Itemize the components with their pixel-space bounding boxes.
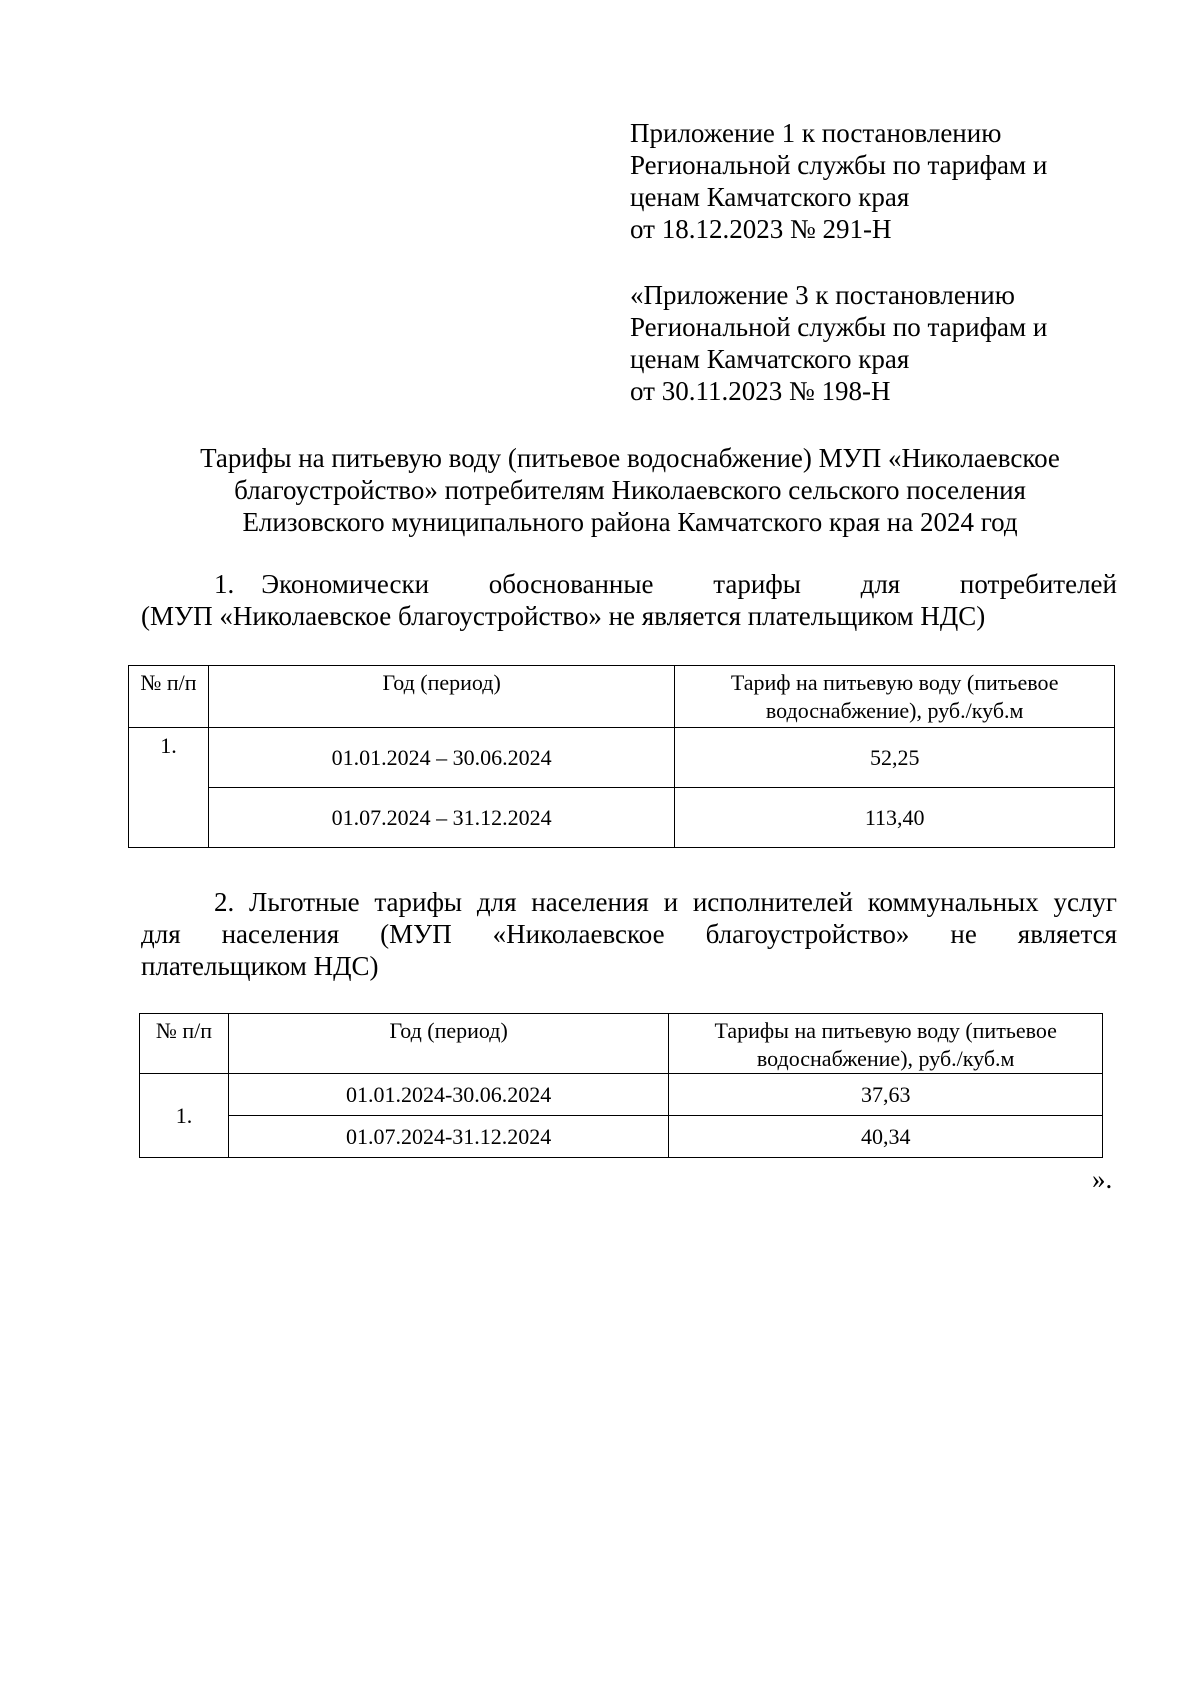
appendix-1-line: ценам Камчатского края xyxy=(630,182,910,212)
appendix-3-line: Региональной службы по тарифам и xyxy=(630,312,1048,342)
section-1-line: 1. Экономически обоснованные тарифы для потребителей xyxy=(214,569,1117,599)
tariff-cell: 113,40 xyxy=(675,788,1115,848)
appendix-3-line: от 30.11.2023 № 198-Н xyxy=(630,376,891,406)
tariff-table-1 xyxy=(128,665,1115,848)
appendix-1-line: Приложение 1 к постановлению xyxy=(630,118,1002,148)
tariff-table-2 xyxy=(139,1013,1103,1158)
section-1-line: (МУП «Николаевское благоустройство» не является плательщиком НДС) xyxy=(141,601,986,631)
appendix-3-line: ценам Камчатского края xyxy=(630,344,910,374)
section-1-heading xyxy=(141,568,1117,632)
row-number: 1. xyxy=(129,728,209,848)
header-number: № п/п xyxy=(140,1014,229,1074)
header-number: № п/п xyxy=(129,666,209,728)
section-2-line: 2. Льготные тарифы для населения и исполнителей коммунальных услуг xyxy=(214,887,1117,917)
section-2-line: для населения (МУП «Николаевское благоустройство» не является xyxy=(141,919,1117,949)
appendix-3-line: «Приложение 3 к постановлению xyxy=(630,280,1015,310)
title-line: благоустройство» потребителям Николаевского сельского поселения xyxy=(234,475,1026,505)
table-header-row xyxy=(129,666,1115,728)
table-header-row xyxy=(140,1014,1103,1074)
period-cell: 01.01.2024 – 30.06.2024 xyxy=(208,728,674,788)
period-cell: 01.07.2024 – 31.12.2024 xyxy=(208,788,674,848)
title-line: Елизовского муниципального района Камчатского края на 2024 год xyxy=(242,507,1018,537)
appendix-1-line: от 18.12.2023 № 291-Н xyxy=(630,214,892,244)
table-row xyxy=(129,788,1115,848)
header-period: Год (период) xyxy=(228,1014,669,1074)
period-cell: 01.01.2024-30.06.2024 xyxy=(228,1074,669,1116)
table-row xyxy=(140,1074,1103,1116)
appendix-1-header xyxy=(630,117,1150,245)
table-row xyxy=(140,1116,1103,1158)
section-2-line: плательщиком НДС) xyxy=(141,951,379,981)
period-cell: 01.07.2024-31.12.2024 xyxy=(228,1116,669,1158)
table-row xyxy=(129,728,1115,788)
title-line: Тарифы на питьевую воду (питьевое водоснабжение) МУП «Николаевское xyxy=(200,443,1060,473)
appendix-3-header xyxy=(630,279,1150,407)
header-tariff: Тарифы на питьевую воду (питьевое водоснабжение), руб./куб.м xyxy=(669,1014,1103,1074)
section-2-heading xyxy=(141,886,1117,982)
tariff-cell: 52,25 xyxy=(675,728,1115,788)
tariff-cell: 37,63 xyxy=(669,1074,1103,1116)
document-title xyxy=(130,442,1130,538)
closing-quote-mark: ». xyxy=(1092,1164,1113,1194)
row-number: 1. xyxy=(140,1074,229,1158)
tariff-cell: 40,34 xyxy=(669,1116,1103,1158)
header-tariff: Тариф на питьевую воду (питьевое водоснабжение), руб./куб.м xyxy=(675,666,1115,728)
header-period: Год (период) xyxy=(208,666,674,728)
appendix-1-line: Региональной службы по тарифам и xyxy=(630,150,1048,180)
